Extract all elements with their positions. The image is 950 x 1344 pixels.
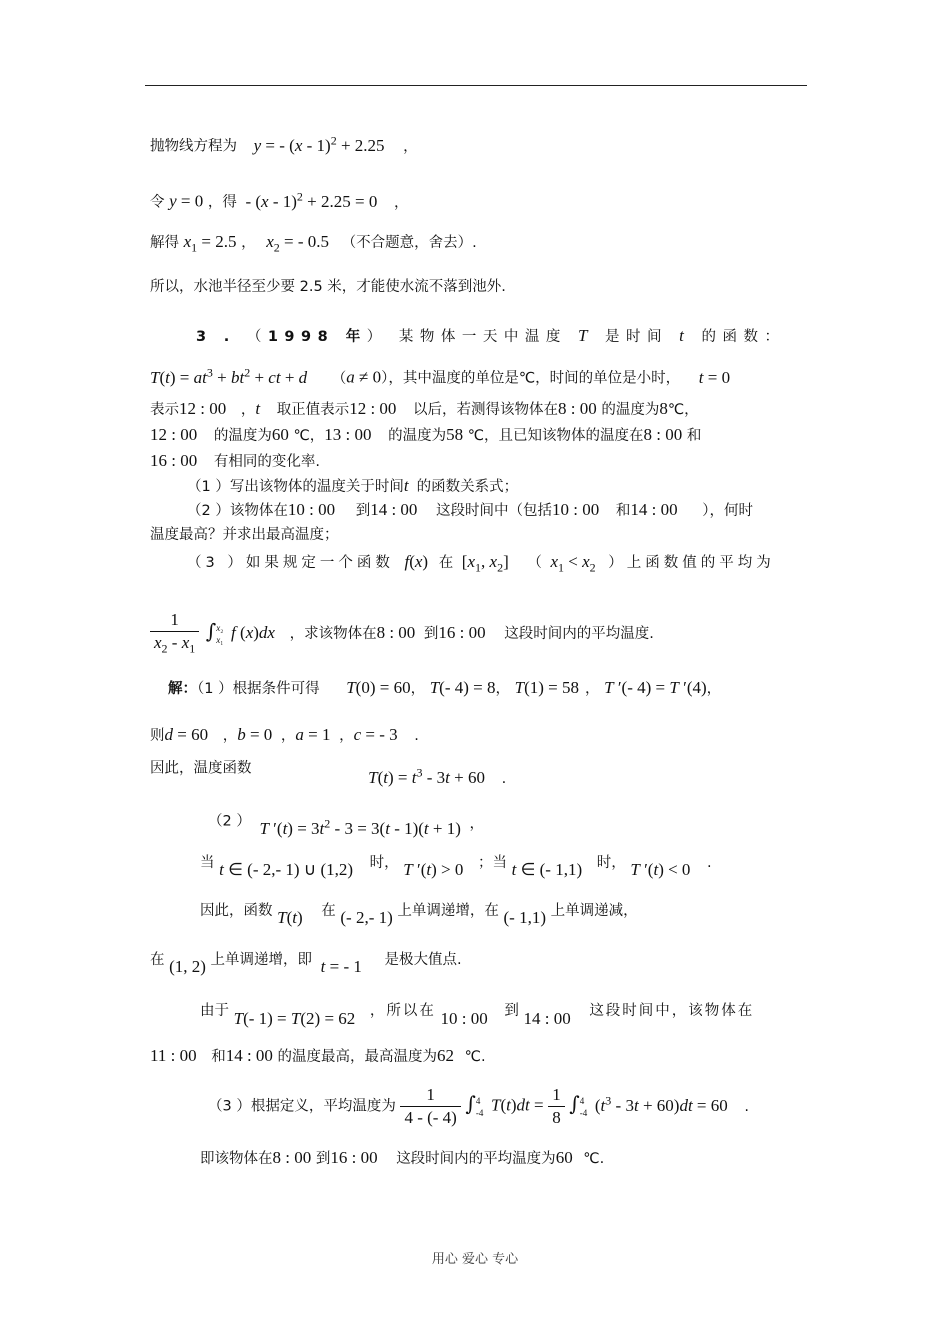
text-line: 解得 $x_1 = 2.5$ ， $x_2$ = - 0.5 （不合题意，舍去）.: [150, 232, 477, 255]
text-line: $\frac{1}{x_2 - x_1}$ ∫x₂ x₁ f (x)dx ，求该物体在8 : 00 到16 : 00 这段时间内的平均温度.: [150, 610, 654, 658]
text-line: （3 ）如果规定一个函数 f(x) 在 [$x_1$, $x_2$] （ $x_1 < x_2$ ）上函数值的平均为: [187, 552, 775, 575]
text-line: 表示12 : 00 ，t 取正值表示12 : 00 以后，若测得该物体在8 : 00 的温度为8℃，: [150, 399, 699, 418]
text-line: 则d = 60 ，b = 0 ，a = 1 ，c = - 3 .: [150, 725, 419, 744]
text-line: 16 : 00 有相同的变化率.: [150, 451, 320, 470]
text-line: （2 ）该物体在10 : 00 到14 : 00 这段时间中（包括10 : 00 和14 : 00 ），何时: [187, 500, 753, 519]
text-line: 因此，函数 T(t) 在 (- 2,- 1) 上单调递增，在 (- 1,1) 上单调递减，: [200, 903, 638, 927]
text-line: 12 : 00 的温度为60 ℃，13 : 00 的温度为58 ℃，且已知该物体的温度在8 : 00 和: [150, 425, 702, 444]
text-line: （3 ）根据定义，平均温度为 $\frac{1}{4 - (- 4)}$ ∫4 -4 T(t)dt = $\frac{1}{8}$ ∫4 -4 $(t^3 - 3t + 60)dt = 60$ .: [208, 1085, 749, 1127]
header-rule: [145, 85, 807, 86]
text-line: （2 ） T $'(t) = 3t^2 - 3 = 3(t - 1)(t + 1)$ ，: [208, 813, 485, 838]
text-line: （1 ）写出该物体的温度关于时间t 的函数关系式；: [187, 476, 519, 495]
text-line: 由于 T(- 1) = T(2) = 62 ，所以在 10 : 00 到 14 : 00 这段时间中，该物体在: [200, 1003, 755, 1028]
problem-header: 3 . （1998 年） 某物体一天中温度 T 是时间 t 的函数：: [196, 326, 786, 345]
text-line: 温度最高？并求出最高温度；: [150, 527, 339, 543]
text-line: 抛物线方程为 y = - (x - 1)$^2$ + 2.25 ，: [150, 133, 418, 155]
page-footer: 用心 爱心 专心: [431, 1252, 519, 1267]
text-line: 解：（1 ）根据条件可得 T(0) = 60， T(- 4) = 8， T(1) = 58 ， T ′(- 4) = T ′(4)，: [168, 678, 722, 697]
text-line: 在 (1, 2) 上单调递增，即 t = - 1 是极大值点.: [150, 952, 462, 976]
text-line: 令 y = 0 ，得 - (x - 1)$^2$ + 2.25 = 0 ，: [150, 189, 409, 211]
text-line: 即该物体在8 : 00 到16 : 00 这段时间内的平均温度为60 ℃.: [200, 1148, 605, 1167]
text-line: $T(t) = at^3 + bt^2$ + ct + d （a ≠ 0），其中温度的单位是℃，时间的单位是小时， t = 0: [150, 365, 731, 387]
text-line: 所以，水池半径至少要 2.5 米，才能使水流不落到池外.: [150, 279, 506, 295]
text-line: 11 : 00 和14 : 00 的温度最高，最高温度为62 ℃.: [150, 1046, 486, 1065]
text-line: 因此，温度函数 $T(t) = t^3 - 3t + 60$ .: [150, 760, 507, 787]
text-line: 当 t ∈ (- 2,- 1) ∪ (1,2) 时， T ′(t) > 0 ；当 t ∈ (- 1,1) 时， T ′(t) < 0 .: [200, 855, 712, 879]
